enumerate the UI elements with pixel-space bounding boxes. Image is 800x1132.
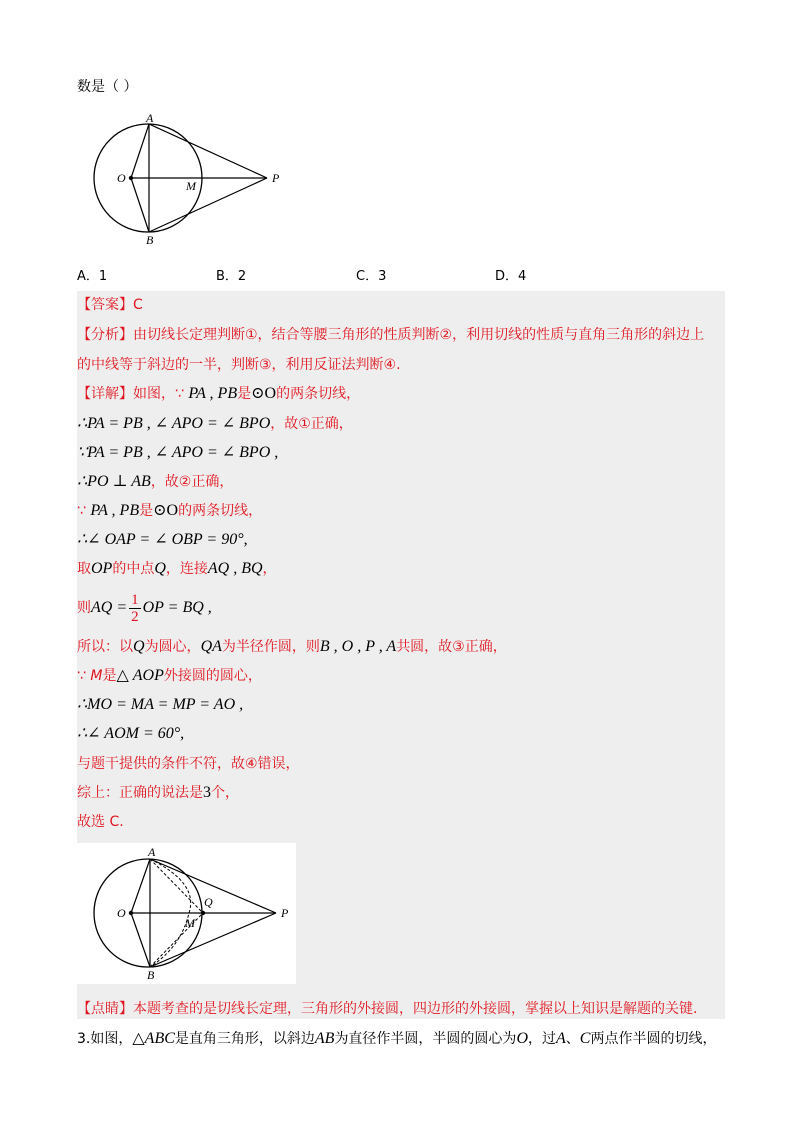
detail-line-2: ∴PA = PB , ∠ APO = ∠ BPO，故①正确，	[77, 415, 353, 432]
comment-line: 【点睛】本题考查的是切线长定理，三角形的外接圆，四边形的外接圆，掌握以上知识是解题的关键.	[77, 1001, 698, 1017]
detail-line-10: ∵ M是△ AOP外接圆的圆心，	[77, 667, 262, 684]
detail-line-8: 则AQ = $\frac{1}{2}$ OP = BQ ,	[77, 591, 212, 625]
detail-line-9: 所以：以Q为圆心，QA为半径作圆，则B , O , P , A共圆，故③正确，	[77, 638, 507, 655]
segment-oa	[131, 124, 149, 178]
label-p: P	[272, 171, 280, 185]
point-o	[129, 911, 133, 915]
figure-1-diagram	[70, 112, 290, 247]
detail-line-15: 故选 C.	[77, 814, 124, 830]
option-c: C．3	[356, 269, 387, 284]
label-o: O	[117, 171, 126, 185]
detail-line-12: ∴∠ AOM = 60°,	[77, 725, 185, 742]
label-q: Q	[204, 895, 213, 909]
option-b: B．2	[216, 269, 247, 284]
detail-line-3: ∵PA = PB , ∠ APO = ∠ BPO ,	[77, 444, 279, 461]
label-a: A	[146, 112, 154, 125]
segment-ob	[131, 178, 149, 232]
label-b: B	[147, 968, 155, 982]
detail-line-11: ∴MO = MA = MP = AO ,	[77, 696, 244, 713]
point-o	[129, 176, 133, 180]
point-q	[201, 911, 205, 915]
detail-line-1: 【详解】如图，∵ PA , PB是⊙O的两条切线，	[77, 385, 361, 402]
next-question: 3.如图，△ABC是直角三角形，以斜边AB为直径作半圆，半圆的圆心为O，过A、C两点作半圆的切线，	[77, 1030, 717, 1047]
label-a: A	[148, 845, 156, 859]
label-m: M	[185, 916, 195, 930]
label-p: P	[281, 906, 289, 920]
fraction-one-half: $\frac{1}{2}$	[131, 591, 139, 625]
detail-line-4: ∴PO ⊥ AB，故②正确，	[77, 473, 234, 490]
detail-line-6: ∴∠ OAP = ∠ OBP = 90°,	[77, 531, 248, 548]
label-m: M	[186, 179, 196, 193]
detail-line-5: ∵ PA , PB是⊙O的两条切线，	[77, 502, 263, 519]
label-o: O	[117, 906, 126, 920]
answer-line: 【答案】C	[77, 297, 143, 313]
question-tail: 数是（ ）	[77, 79, 138, 95]
tangent-pa	[149, 124, 267, 178]
option-a: A．1	[77, 269, 108, 284]
detail-line-14: 综上：正确的说法是3个，	[77, 784, 239, 801]
detail-line-7: 取OP的中点Q，连接AQ , BQ，	[77, 560, 277, 577]
figure-2-diagram	[77, 843, 296, 984]
detail-line-13: 与题干提供的条件不符，故④错误，	[77, 756, 300, 772]
analysis-line-2: 的中线等于斜边的一半，判断③，利用反证法判断④.	[77, 357, 401, 373]
label-b: B	[146, 233, 154, 247]
tangent-pb	[149, 178, 267, 232]
option-d: D．4	[495, 269, 527, 284]
analysis-line-1: 【分析】由切线长定理判断①，结合等腰三角形的性质判断②，利用切线的性质与直角三角形的斜边上	[77, 327, 705, 343]
